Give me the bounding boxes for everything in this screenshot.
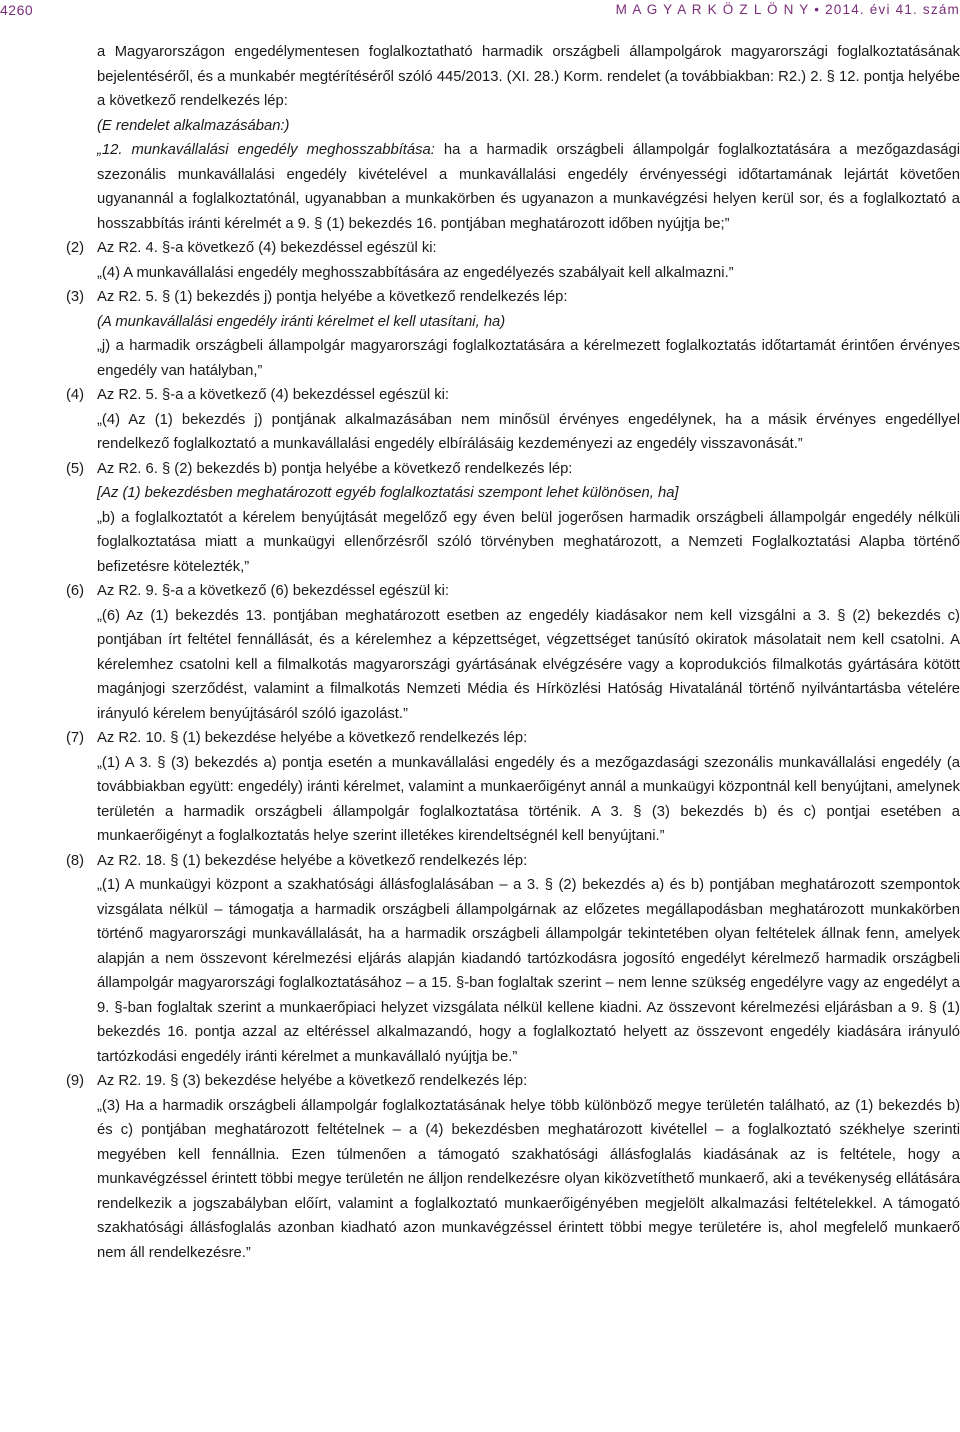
definition-text: ha a harmadik országbeli állampolgár foglalkoztatására a mezőgazdasági szezonális munkavállalási engedély kivételével a munkavállalási engedély érvényességi időtartamának lejártát követően ugyanannál a foglalkoztatónál, ugyanabban a munkakörben és ugyanazon a munkavégzési helyen kerül sor, és a foglalkoztató a hosszabbítás iránti kérelmét a 9. § (1) bekezdés 16. pontjában meghatározott időben nyújtja be;” — [97, 142, 960, 232]
quoted-paragraph: „b) a foglalkoztatót a kérelem benyújtását megelőző egy éven belül jogerősen harmadik országbeli állampolgár engedély nélküli foglalkoztatása miatt a munkaügyi ellenőrzésről szóló törvényben meghatározott, a Nemzeti Foglalkoztatási Alapba történő befizetésre kötelezték,” — [97, 509, 960, 575]
section-item — [0, 383, 960, 408]
item-number: (5) — [66, 460, 85, 477]
context-line: (A munkavállalási engedély iránti kérelmet el kell utasítani, ha) — [97, 313, 506, 330]
item-number: (8) — [66, 852, 85, 869]
context-line: [Az (1) bekezdésben meghatározott egyéb foglalkoztatási szempont lehet különösen, ha] — [97, 485, 679, 501]
intro-paragraph: a Magyarországon engedélymentesen foglalkoztatható harmadik országbeli állampolgárok magyarországi foglalkoztatásának bejelentéséről, és a munkabér megtérítéséről szóló 445/2013. (XI. 28.) Korm. rendelet (a továbbiakban: R2.) 2. § 12. pontja helyébe a következő rendelkezés lép: — [97, 44, 960, 109]
page-header — [0, 0, 960, 22]
item-text: Az R2. 19. § (3) bekezdése helyébe a következő rendelkezés lép: — [97, 1073, 528, 1089]
journal-title: M A G Y A R K Ö Z L Ö N Y • 2014. évi 41. szám — [615, 2, 960, 17]
section-item — [0, 236, 960, 261]
quoted-paragraph: „(4) Az (1) bekezdés j) pontjának alkalmazásában nem minősül érvényes engedélynek, ha a másik érvényes engedéllyel rendelkező foglalkoztató a munkavállalási engedély elbírálásáig kezdeményezi az engedély visszavonását.” — [97, 411, 960, 452]
quoted-paragraph: „(6) Az (1) bekezdés 13. pontjában meghatározott esetben az engedély kiadásakor nem kell vizsgálni a 3. § (2) bekezdés c) pontjában írt feltétel fennállását, és a kérelemhez a képzettséget, végzettséget tanúsító okiratok másolatait nem kell csatolni. A kérelemhez csatolni kell a filmalkotás magyarországi gyártásának elvégzésére vagy a koprodukciós filmalkotás gyártására kötött magánjogi szerződést, valamint a filmalkotás Nemzeti Média és Hírközlési Hatóság Hivatalánál történő nyilvántartásba vételére irányuló kérelem benyújtásáról szóló igazolást.” — [97, 607, 960, 722]
item-text: Az R2. 10. § (1) bekezdése helyébe a következő rendelkezés lép: — [97, 730, 528, 746]
document-body — [0, 40, 960, 1265]
item-number: (4) — [66, 387, 85, 403]
quoted-paragraph: „(1) A munkaügyi központ a szakhatósági állásfoglalásában – a 3. § (2) bekezdés a) és b) pontjában meghatározott szempontok vizsgálata nélkül – támogatja a harmadik országbeli állampolgárnak az előzetes megállapodásban meghatározott munkakörben történő magyarországi munkavállalását, ha a harmadik országbeli állampolgár tekintetében olyan feltételek állnak fenn, amelyek alapján a nem összevont kérelmezési eljárás alapján kiadandó tartózkodásra jogosító engedélyt kérelmező harmadik országbeli állampolgár magyarországi foglalkoztatásához – a 15. §-ban foglaltak szerint – nem lenne szükség engedélyre vagy az engedélyt a 9. §-ban foglaltak szerint a munkaerőpiaci helyzet vizsgálata nélkül kellene kiadni. Az összevont kérelmezési eljárásban a 9. § (1) bekezdés 16. pontja azzal az eltéréssel alkalmazandó, hogy a foglalkoztató helyett az összevont engedély kiadására irányuló tartózkodási engedély iránti kérelmet a munkavállaló nyújtja be.” — [97, 877, 960, 1065]
section-item — [0, 285, 960, 310]
section-item — [0, 579, 960, 604]
item-text: Az R2. 18. § (1) bekezdése helyébe a következő rendelkezés lép: — [97, 852, 528, 869]
quoted-paragraph: „(3) Ha a harmadik országbeli állampolgár foglalkoztatásának helye több különböző megye területén található, az (1) bekezdés b) és c) pontjában meghatározott feltételnek – a (4) bekezdésben meghatározott kivétellel – a foglalkoztató székhelye szerinti megyében kell fennállnia. Ezen túlmenően a támogató szakhatósági állásfoglalás kiadásának az is feltétele, hogy a munkavégzéssel érintett többi megye területén ne álljon rendelkezésre olyan kiközvetíthető munkaerő, aki a tevékenység ellátására rendelkezik a jogszabályban előírt, valamint a foglalkoztató munkaerőigényében megjelölt alkalmazási feltételekkel. A támogató szakhatósági állásfoglalás azonban kiadható azon munkavégzéssel érintett többi megye területére is, ahol megfelelő munkaerő nem áll rendelkezésre.” — [97, 1097, 960, 1261]
quoted-paragraph: „(4) A munkavállalási engedély meghosszabbítására az engedélyezés szabályait kell alkalmazni.” — [97, 264, 734, 281]
section-item — [0, 457, 960, 482]
section-item — [0, 1069, 960, 1094]
context-line: (E rendelet alkalmazásában:) — [97, 117, 290, 134]
item-text: Az R2. 6. § (2) bekezdés b) pontja helyébe a következő rendelkezés lép: — [97, 460, 573, 477]
item-text: Az R2. 5. §-a a következő (4) bekezdéssel egészül ki: — [97, 387, 450, 403]
section-item — [0, 849, 960, 874]
item-number: (7) — [66, 730, 85, 746]
section-item — [0, 726, 960, 751]
item-text: Az R2. 9. §-a a következő (6) bekezdéssel egészül ki: — [97, 583, 450, 599]
definition-term: „12. munkavállalási engedély meghosszabbítása: — [97, 142, 435, 158]
item-number: (9) — [66, 1073, 85, 1089]
item-text: Az R2. 5. § (1) bekezdés j) pontja helyébe a következő rendelkezés lép: — [97, 289, 568, 305]
item-number: (2) — [66, 240, 85, 256]
quoted-paragraph: „j) a harmadik országbeli állampolgár magyarországi foglalkoztatására a kérelmezett foglalkoztatás időtartamát érintően érvényes engedély van hatályban,” — [97, 338, 960, 379]
item-number: (3) — [66, 289, 85, 305]
item-number: (6) — [66, 583, 85, 599]
page-number: 4260 — [0, 2, 34, 18]
definition-paragraph — [0, 138, 960, 236]
quoted-paragraph: „(1) A 3. § (3) bekezdés a) pontja esetén a munkavállalási engedély és a mezőgazdasági szezonális munkavállalási engedély (a továbbiakban együtt: engedély) iránti kérelmet, valamint a munkaerőigényt annál a munkaügyi központnál kell benyújtani, amelynek területén a harmadik országbeli állampolgár foglalkoztatása történik. A 3. § (3) bekezdés b) és c) pontjai esetében a munkaerőigényt a foglalkoztatás helye szerint illetékes kirendeltségnél kell benyújtani.” — [97, 754, 960, 844]
item-text: Az R2. 4. §-a következő (4) bekezdéssel egészül ki: — [97, 240, 437, 256]
